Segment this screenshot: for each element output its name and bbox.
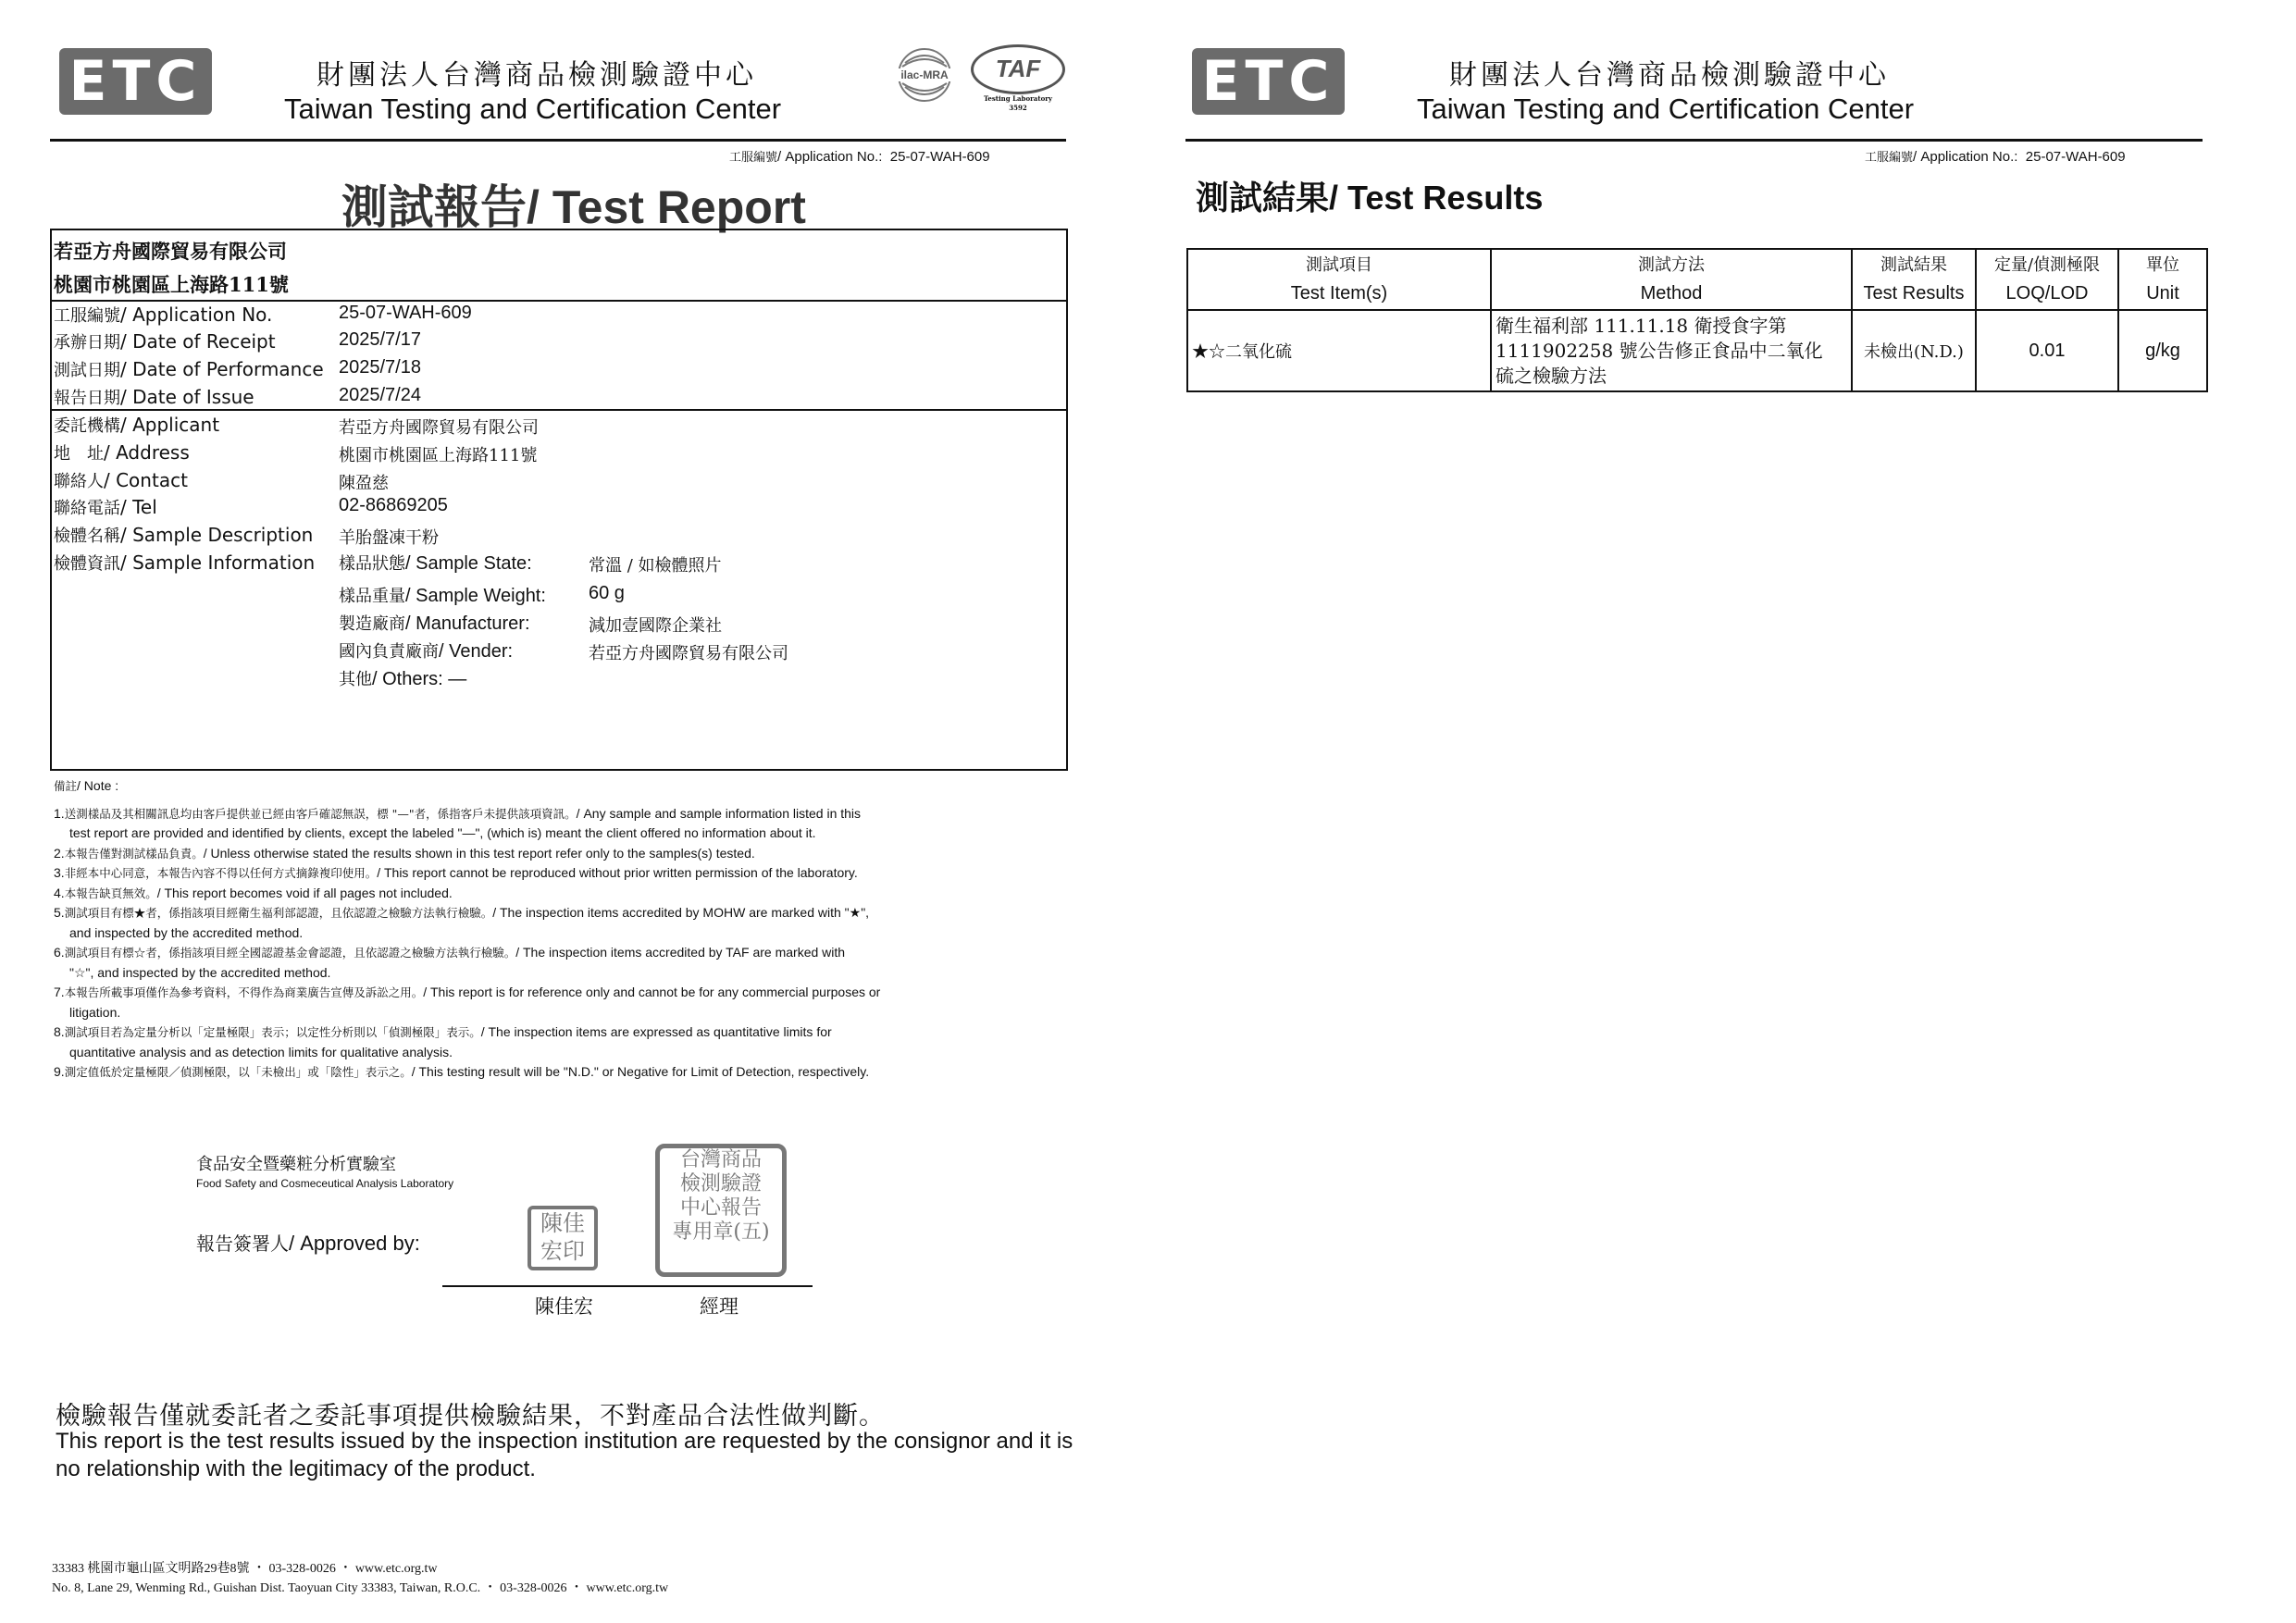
date-label: 報告日期/ Date of Issue [54,386,254,408]
sample-info-label: 製造廠商/ Manufacturer: [339,613,530,634]
sample-info-value: 若亞方舟國際貿易有限公司 [589,644,788,663]
info-divider-1 [50,300,1068,302]
ilac-mra-logo [887,46,962,104]
applicant-value: 02-86869205 [339,495,448,515]
signer-stamp: 陳佳 宏印 [527,1206,598,1270]
client-name: 若亞方舟國際貿易有限公司 [54,240,287,263]
col-header-result: 測試結果 Test Results [1852,249,1976,310]
results-table [1186,248,2208,392]
result-method: 衛生福利部 111.11.18 衛授食字第 1111902258 號公告修正食品中二氧化 硫之檢驗方法 [1491,310,1852,391]
applicant-value: 若亞方舟國際貿易有限公司 [339,418,539,438]
ilac-text: ilac-MRA [900,68,949,81]
results-title: 測試結果/ Test Results [1196,179,1544,217]
report-page-2 [1148,0,2296,1623]
application-no-header: 工服編號/ Application No.: 25-07-WAH-609 [729,149,990,165]
lab-name-zh: 食品安全暨藥粧分析實驗室 [196,1155,396,1174]
notes-section [54,776,1072,1083]
sample-info-value: 常溫 / 如檢體照片 [589,556,722,576]
col-header-loq: 定量/偵測極限 LOQ/LOD [1976,249,2118,310]
taf-caption: Testing Laboratory [983,94,1053,103]
sample-info-value: 60 g [589,583,625,603]
applicant-value: 陳盈慈 [339,474,389,493]
applicant-label: 聯絡人/ Contact [54,469,188,491]
taf-text: TAF [971,44,1065,94]
result-unit: g/kg [2118,310,2207,391]
applicant-label: 地 址/ Address [54,441,190,464]
date-label: 工服編號/ Application No. [54,304,273,326]
result-value: 未檢出(N.D.) [1852,310,1976,391]
disclaimer-en: This report is the test results issued by the inspection institution are requested by the consignor and it is no relationship with the legitimacy of the product. [56,1429,1074,1481]
sample-info-value: 減加壹國際企業社 [589,616,722,636]
note-item: 9.測定值低於定量極限／偵測極限，以「未檢出」或「陰性」表示之。/ This testing result will be "N.D." or Negative for Limit of Detection, respectively. [54,1064,870,1079]
signer-name: 陳佳宏 [535,1295,593,1318]
result-item: ★☆二氧化硫 [1187,310,1491,391]
etc-logo: ETC [1192,48,1345,115]
applicant-label: 檢體資訊/ Sample Information [54,551,316,574]
footer-address-zh: 33383 桃園市龜山區文明路29巷8號 ・ 03-328-0026 ・ www.etc.org.tw [52,1562,438,1576]
note-item: 1.送測樣品及其相關訊息均由客戶提供並已經由客戶確認無誤，標 "—"者，係指客戶未提供該項資訊。/ Any sample and sample information listed in this test report are provided and identified by clients, except the labeled "—", (which is) meant the client offered no information about it. [54,805,862,840]
applicant-value: 羊胎盤凍干粉 [339,528,439,548]
signature-line [442,1285,813,1287]
applicant-value: 桃園市桃園區上海路111號 [339,446,538,465]
official-seal: 台灣商品 檢測驗證 中心報告 專用章(五) [655,1144,787,1277]
col-header-method: 測試方法 Method [1491,249,1852,310]
application-no-header: 工服編號/ Application No.: 25-07-WAH-609 [1865,149,2126,165]
table-row [1187,310,2207,391]
date-value: 2025/7/18 [339,357,421,378]
signer-title: 經理 [700,1295,738,1318]
org-name-en: Taiwan Testing and Certification Center [1417,93,1915,125]
org-name-zh: 財團法人台灣商品檢測驗證中心 [316,59,757,92]
footer-address-en: No. 8, Lane 29, Wenming Rd., Guishan Dist. Taoyuan City 33383, Taiwan, R.O.C. ・ 03-328-0026 ・ www.etc.org.tw [52,1581,669,1595]
client-address: 桃園市桃園區上海路111號 [54,273,289,296]
date-label: 測試日期/ Date of Performance [54,358,324,380]
taf-logo [968,44,1068,117]
header-rule [50,139,1066,142]
note-item: 5.測試項目有標★者，係指該項目經衛生福利部認證，且依認證之檢驗方法執行檢驗。/ The inspection items accredited by MOHW are marked with "★", and inspected by the accredited method. [54,905,870,940]
lab-name-en: Food Safety and Cosmeceutical Analysis Laboratory [196,1177,454,1190]
note-item: 2.本報告僅對測試樣品負責。/ Unless otherwise stated the results shown in this test report refer only to the samples(s) tested. [54,845,755,861]
date-value: 2025/7/24 [339,385,421,405]
applicant-label: 檢體名稱/ Sample Description [54,524,314,546]
report-title: 測試報告/ Test Report [341,180,806,234]
applicant-label: 委託機構/ Applicant [54,414,220,436]
sample-info-label: 樣品狀態/ Sample State: [339,553,532,574]
note-item: 3.非經本中心同意，本報告內容不得以任何方式摘錄複印使用。/ This report cannot be reproduced without prior written permission of the laboratory. [54,865,858,880]
taf-number: 3592 [1009,104,1027,112]
note-item: 6.測試項目有標☆者，係指該項目經全國認證基金會認證，且依認證之檢驗方法執行檢驗。/ The inspection items accredited by TAF are marked with "☆", and inspected by the accredited method. [54,945,846,980]
col-header-unit: 單位 Unit [2118,249,2207,310]
result-loq: 0.01 [1976,310,2118,391]
info-divider-2 [50,409,1068,411]
header-rule [1185,139,2203,142]
org-name-en: Taiwan Testing and Certification Center [284,93,782,125]
date-label: 承辦日期/ Date of Receipt [54,330,276,353]
etc-logo: ETC [59,48,212,115]
date-value: 2025/7/17 [339,329,421,350]
sample-info-label: 樣品重量/ Sample Weight: [339,586,546,606]
note-item: 8.測試項目若為定量分析以「定量極限」表示；以定性分析則以「偵測極限」表示。/ The inspection items are expressed as quantitative limits for quantitative analysis and as detection limits for qualitative analysis. [54,1024,832,1059]
approved-by-label: 報告簽署人/ Approved by: [196,1232,420,1255]
applicant-label: 聯絡電話/ Tel [54,496,157,518]
sample-info-label: 其他/ Others: — [339,669,467,689]
note-item: 7.本報告所載事項僅作為參考資料，不得作為商業廣告宣傳及訴訟之用。/ This report is for reference only and cannot be for any commercial purposes or litigation. [54,985,881,1020]
results-header-row [1187,249,2207,310]
notes-heading: 備註/ Note : [54,778,119,793]
col-header-item: 測試項目 Test Item(s) [1187,249,1491,310]
date-value: 25-07-WAH-609 [339,303,472,323]
sample-info-label: 國內負責廠商/ Vender: [339,641,514,662]
disclaimer-zh: 檢驗報告僅就委託者之委託事項提供檢驗結果，不對產品合法性做判斷。 [56,1402,885,1431]
org-name-zh: 財團法人台灣商品檢測驗證中心 [1449,59,1890,92]
note-item: 4.本報告缺頁無效。/ This report becomes void if all pages not included. [54,885,453,900]
